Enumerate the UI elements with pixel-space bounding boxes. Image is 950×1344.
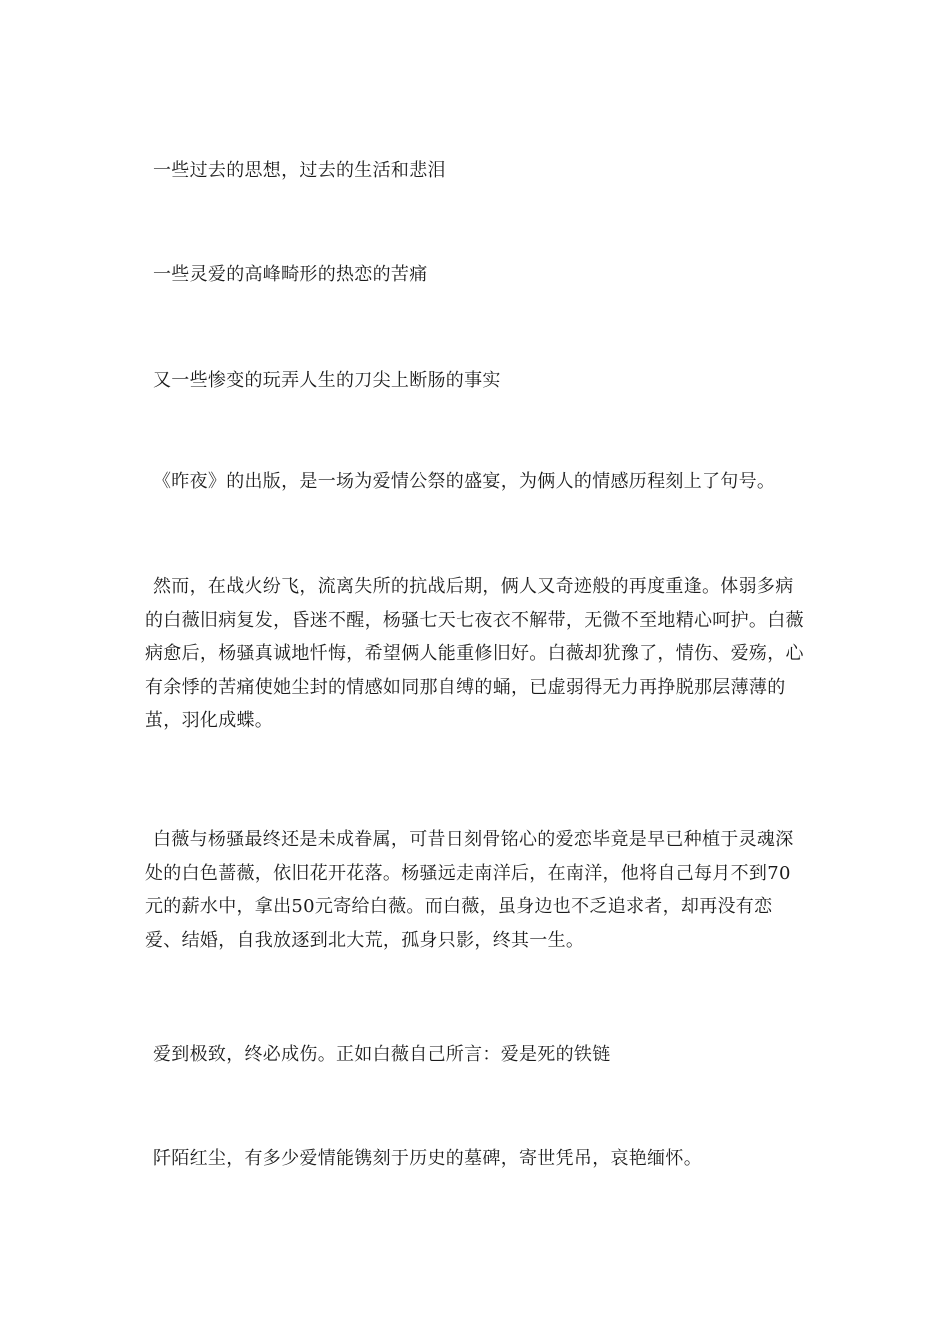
paragraph-6: 白薇与杨骚最终还是未成眷属，可昔日刻骨铭心的爱恋毕竟是早已种植于灵魂深处的白色蔷薇，依旧花开花落。杨骚远走南洋后，在南洋，他将自己每月不到70元的薪水中，拿出50元寄给白薇。而白薇，虽身边也不乏追求者，却再没有恋爱、结婚，自我放逐到北大荒，孤身只影，终其一生。 [145, 829, 794, 951]
paragraph-1: 一些过去的思想，过去的生活和悲泪 [153, 160, 446, 181]
paragraph-2: 一些灵爱的高峰畸形的热恋的苦痛 [153, 264, 428, 285]
paragraph-7: 爱到极致，终必成伤。正如白薇自己所言：爱是死的铁链 [153, 1044, 611, 1065]
paragraph-5: 然而，在战火纷飞，流离失所的抗战后期，俩人又奇迹般的再度重逢。体弱多病的白薇旧病复发，昏迷不醒，杨骚七天七夜衣不解带，无微不至地精心呵护。白薇病愈后，杨骚真诚地忏悔，希望俩人能重修旧好。白薇却犹豫了，情伤、爱殇，心有余悸的苦痛使她尘封的情感如同那自缚的蛹，已虚弱得无力再挣脱那层薄薄的茧，羽化成蝶。 [145, 576, 804, 731]
paragraph-8: 阡陌红尘，有多少爱情能镌刻于历史的墓碑，寄世凭吊，哀艳缅怀。 [153, 1148, 702, 1169]
paragraph-4: 《昨夜》的出版，是一场为爱情公祭的盛宴，为俩人的情感历程刻上了句号。 [153, 471, 776, 492]
paragraph-3: 又一些惨变的玩弄人生的刀尖上断肠的事实 [153, 370, 501, 391]
